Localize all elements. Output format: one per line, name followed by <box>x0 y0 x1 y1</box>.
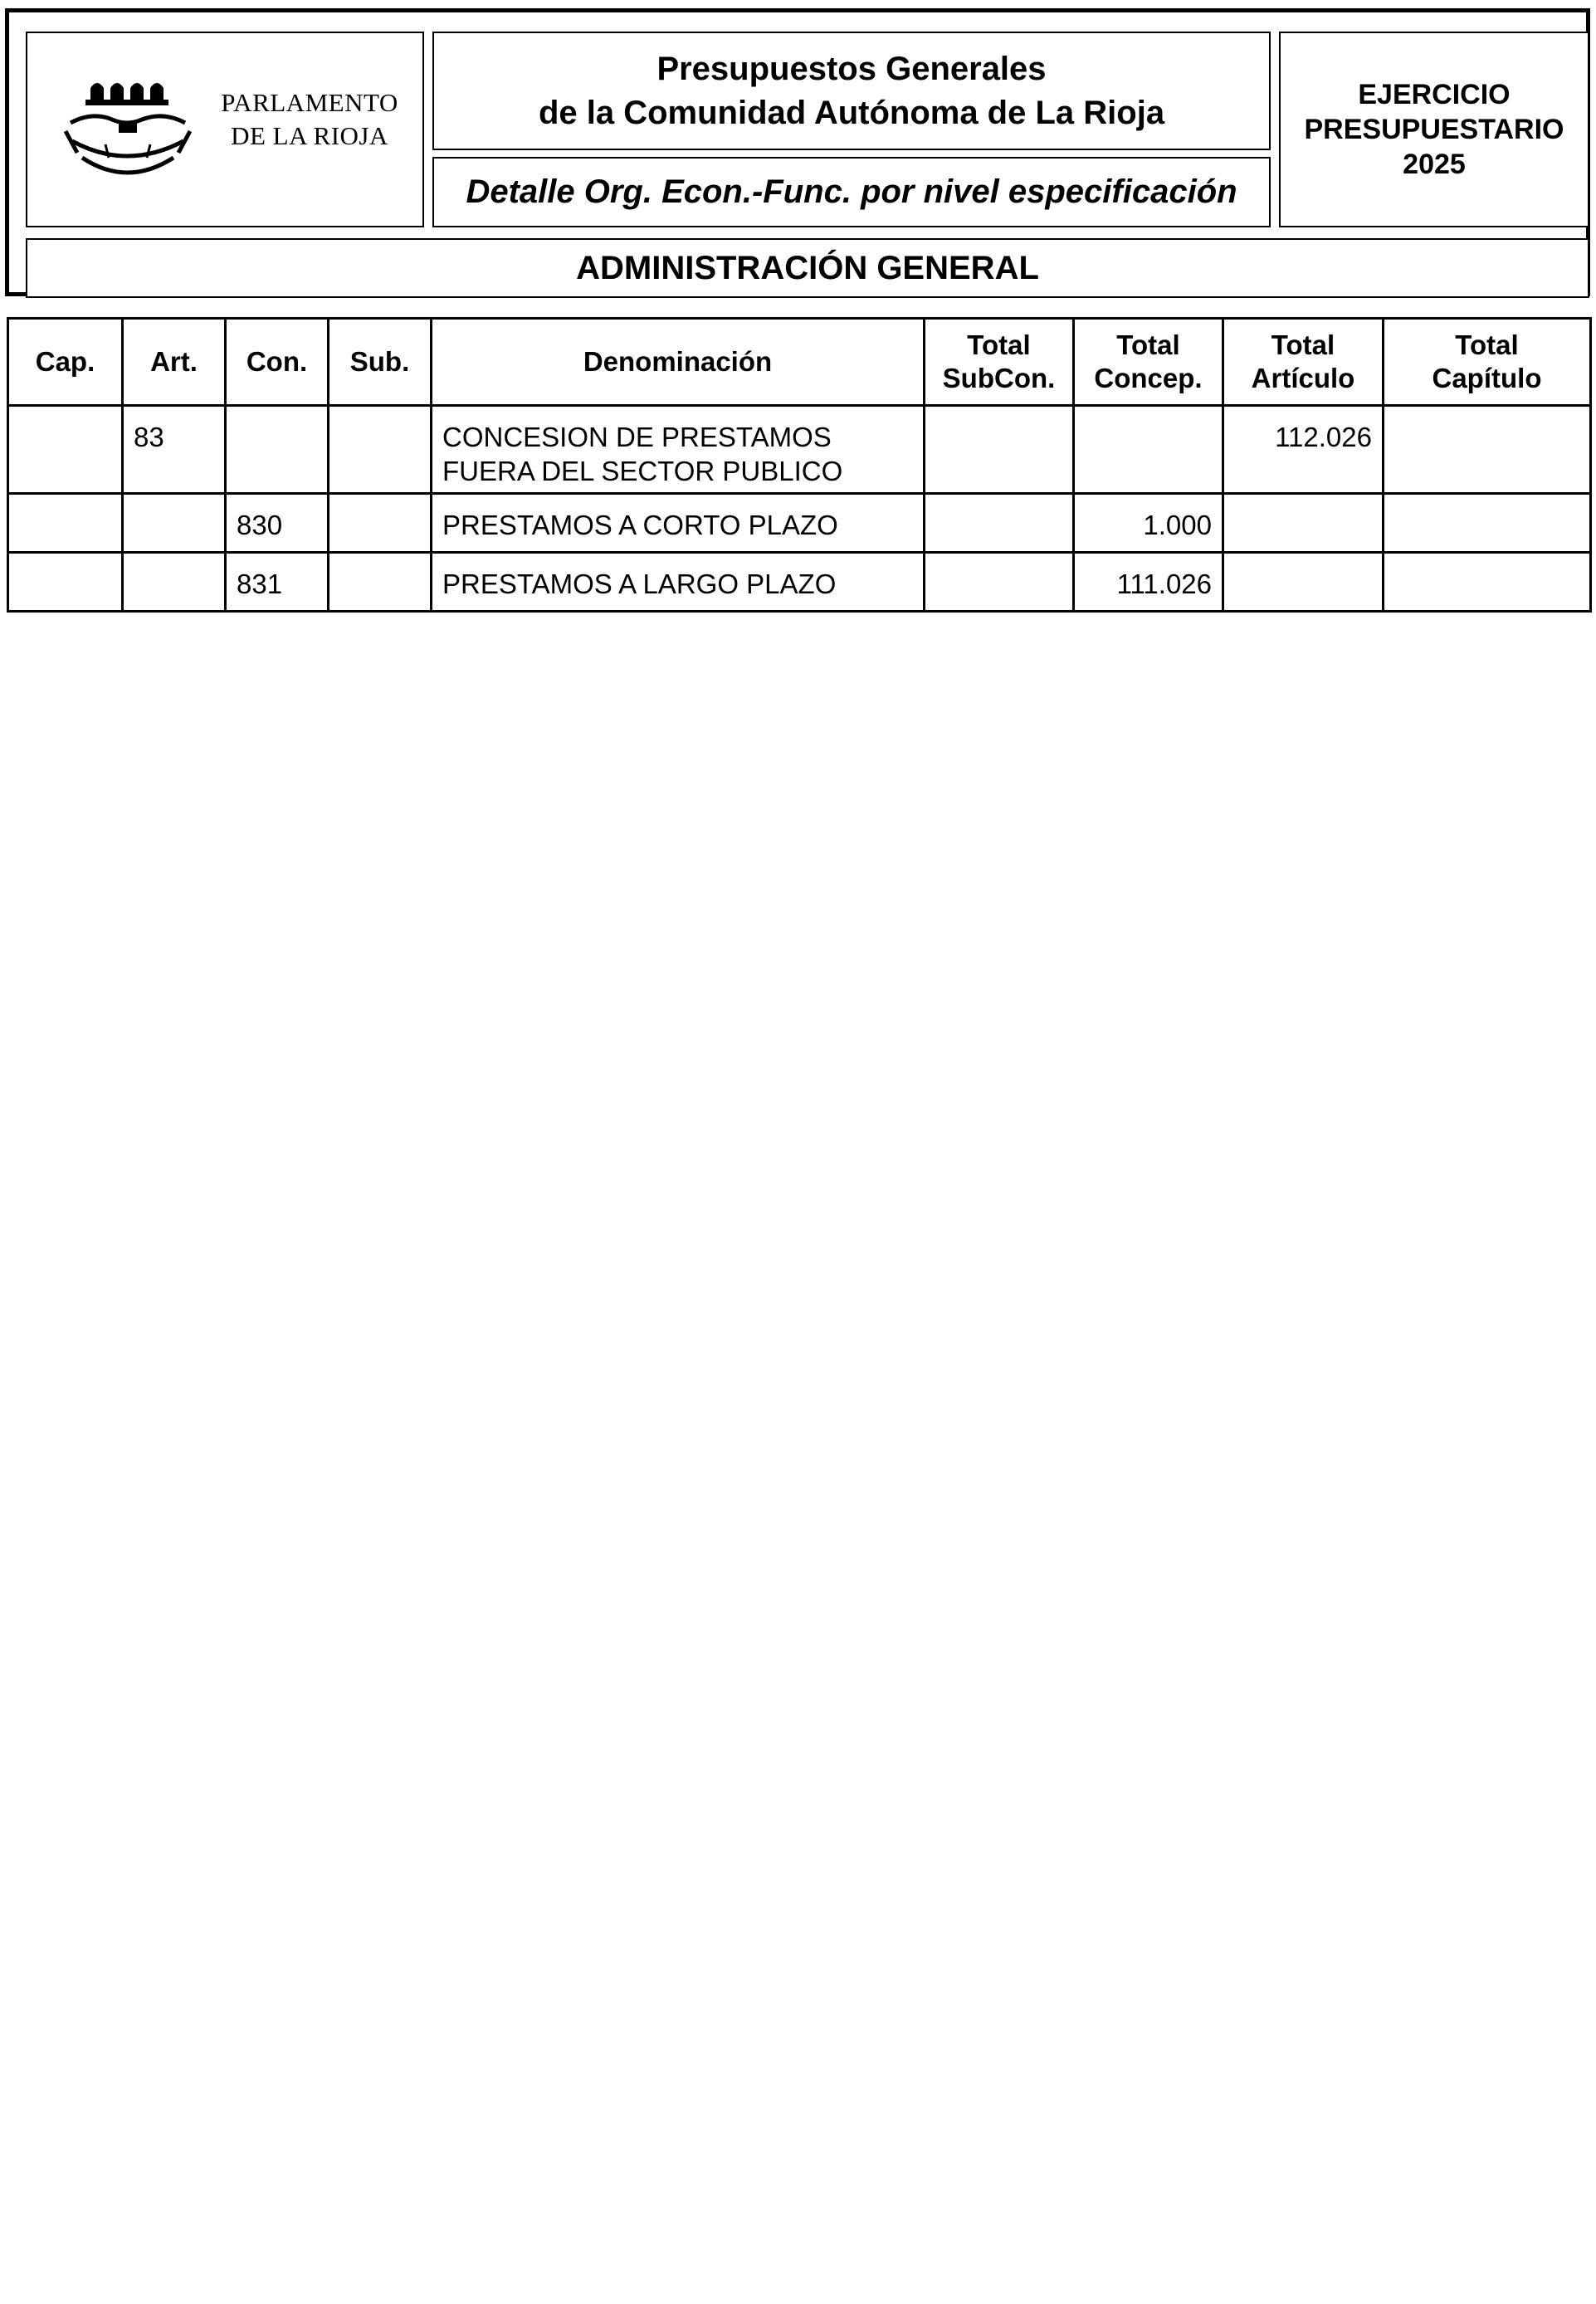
table-row <box>8 553 1591 612</box>
col-header-total-concep <box>1074 319 1223 406</box>
col-header-total-subcon-line1: Total <box>967 329 1031 360</box>
cell-total-capitulo <box>1384 553 1591 612</box>
col-header-denominacion: Denominación <box>432 319 925 406</box>
parliament-logo-text <box>202 86 417 153</box>
col-header-con: Con. <box>226 319 329 406</box>
exercise-line2: PRESUPUESTARIO <box>1304 114 1564 145</box>
cell-total-capitulo <box>1384 406 1591 494</box>
cell-sub <box>329 494 432 553</box>
cell-total-subcon <box>925 494 1074 553</box>
logo-text-line1: PARLAMENTO <box>221 88 398 117</box>
document-subtitle <box>432 157 1271 227</box>
cell-denominacion: PRESTAMOS A CORTO PLAZO <box>432 494 925 553</box>
cell-total-concep <box>1074 406 1223 494</box>
cell-art: 83 <box>123 406 226 494</box>
col-header-total-articulo-line1: Total <box>1271 329 1335 360</box>
cell-con: 831 <box>226 553 329 612</box>
col-header-total-capitulo-line2: Capítulo <box>1432 363 1542 393</box>
exercise-line1: EJERCICIO <box>1358 79 1511 110</box>
cell-art <box>123 553 226 612</box>
cell-total-articulo <box>1223 553 1384 612</box>
title-line1: Presupuestos Generales <box>656 50 1047 87</box>
cell-art <box>123 494 226 553</box>
section-title-text: ADMINISTRACIÓN GENERAL <box>576 249 1039 286</box>
col-header-total-capitulo <box>1384 319 1591 406</box>
exercise-box <box>1279 32 1589 227</box>
header-frame <box>5 8 1590 296</box>
cell-sub <box>329 553 432 612</box>
col-header-cap: Cap. <box>8 319 123 406</box>
cell-total-subcon <box>925 553 1074 612</box>
cell-cap <box>8 553 123 612</box>
cell-denominacion <box>432 406 925 494</box>
budget-table <box>7 317 1592 613</box>
section-title <box>26 238 1589 298</box>
cell-sub <box>329 406 432 494</box>
cell-con: 830 <box>226 494 329 553</box>
denominacion-line1: CONCESION DE PRESTAMOS <box>442 422 832 452</box>
cell-total-concep: 1.000 <box>1074 494 1223 553</box>
document-title <box>432 32 1271 150</box>
exercise-year: 2025 <box>1403 149 1466 180</box>
table-row <box>8 494 1591 553</box>
col-header-total-articulo <box>1223 319 1384 406</box>
subtitle-text: Detalle Org. Econ.-Func. por nivel especificación <box>466 173 1237 210</box>
col-header-total-capitulo-line1: Total <box>1455 329 1519 360</box>
cell-total-articulo <box>1223 494 1384 553</box>
cell-cap <box>8 406 123 494</box>
logo-box <box>26 32 424 227</box>
cell-denominacion: PRESTAMOS A LARGO PLAZO <box>432 553 925 612</box>
denominacion-line2: FUERA DEL SECTOR PUBLICO <box>442 456 843 486</box>
col-header-total-subcon-line2: SubCon. <box>942 363 1056 393</box>
cell-cap <box>8 494 123 553</box>
col-header-art: Art. <box>123 319 226 406</box>
table-header-row <box>8 319 1591 406</box>
col-header-total-concep-line2: Concep. <box>1094 363 1203 393</box>
cell-total-concep: 111.026 <box>1074 553 1223 612</box>
logo-text-line2: DE LA RIOJA <box>231 121 388 150</box>
cell-total-articulo: 112.026 <box>1223 406 1384 494</box>
col-header-sub: Sub. <box>329 319 432 406</box>
title-line2: de la Comunidad Autónoma de La Rioja <box>538 94 1165 131</box>
col-header-total-subcon <box>925 319 1074 406</box>
table-row <box>8 406 1591 494</box>
cell-total-capitulo <box>1384 494 1591 553</box>
cell-con <box>226 406 329 494</box>
col-header-total-concep-line1: Total <box>1116 329 1180 360</box>
parliament-logo-icon <box>59 71 217 196</box>
col-header-total-articulo-line2: Artículo <box>1251 363 1355 393</box>
cell-total-subcon <box>925 406 1074 494</box>
